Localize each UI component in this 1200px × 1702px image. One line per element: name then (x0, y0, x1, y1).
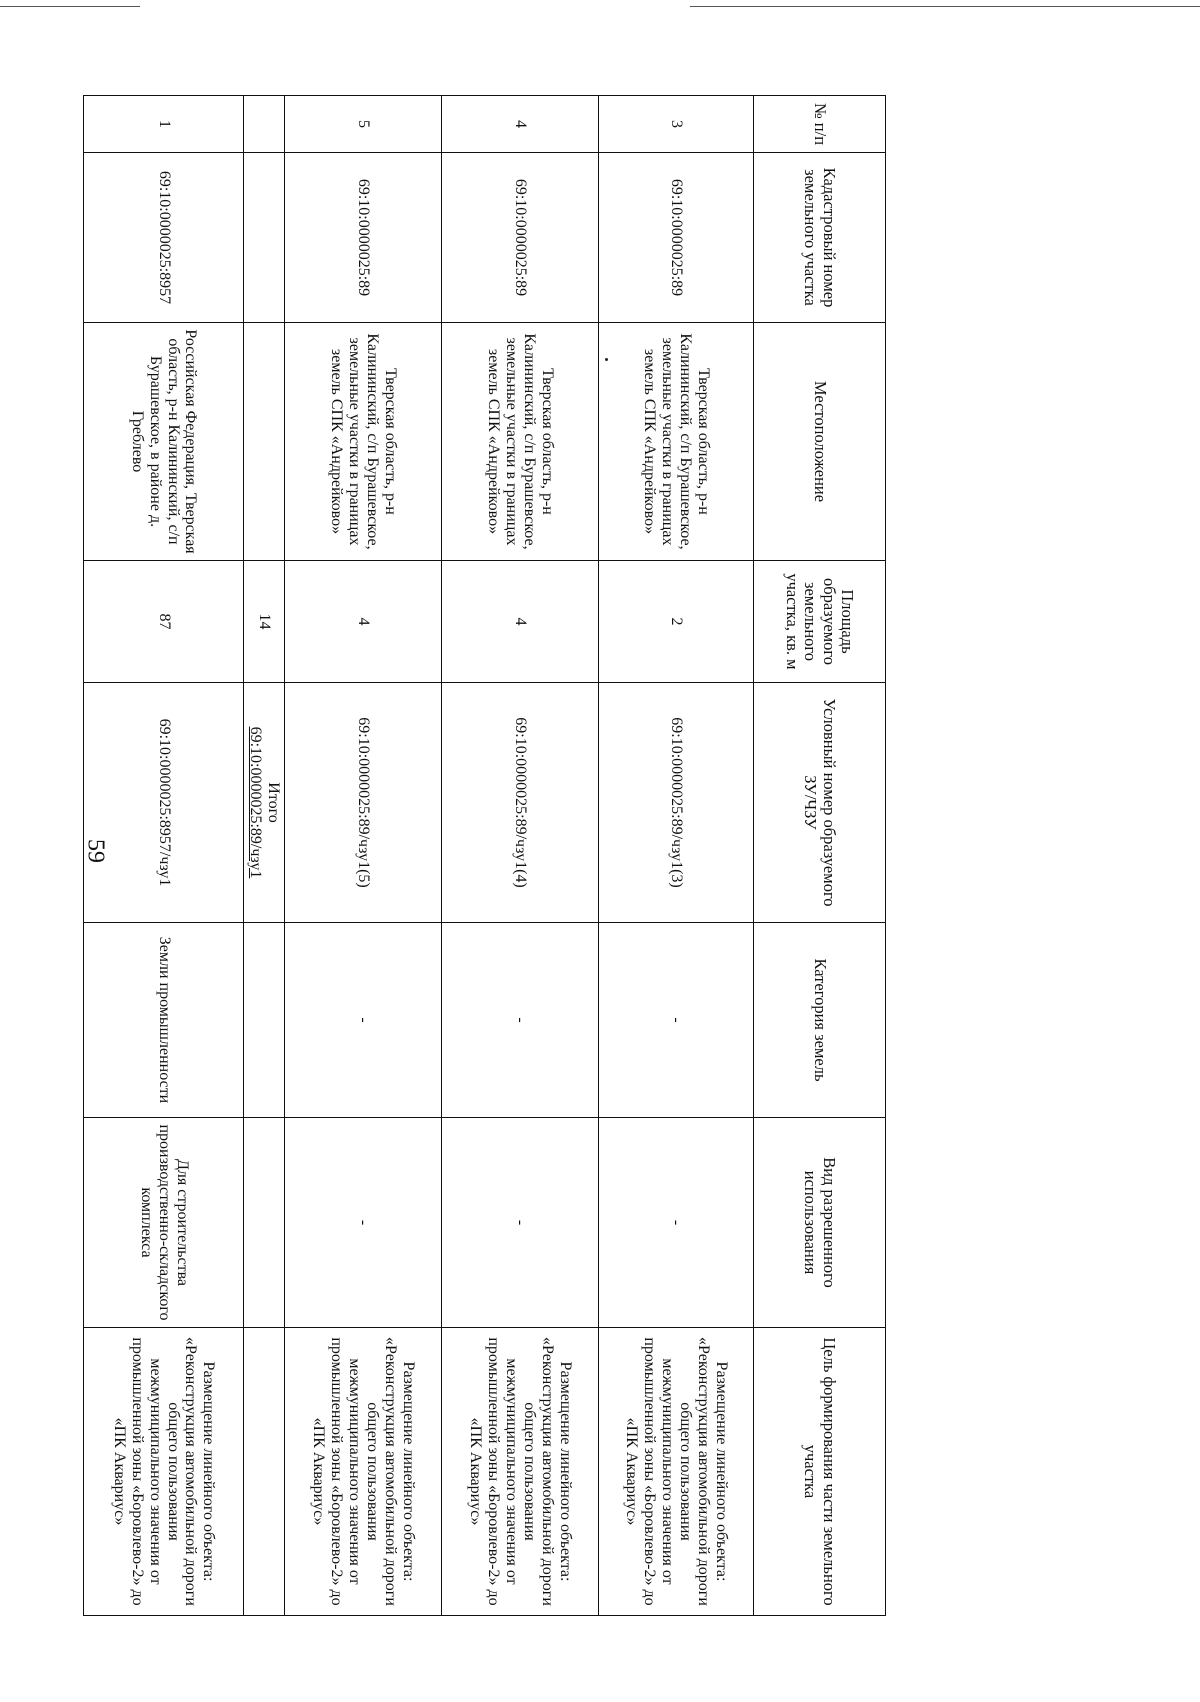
cell-empty (244, 923, 285, 1118)
cell-area: 4 (285, 561, 442, 683)
cell-area: 2 (599, 561, 754, 683)
cell-permitted-use: - (442, 1118, 599, 1328)
cell-conditional-number: 69:10:0000025:8957/чзу1 (84, 683, 244, 923)
header-num: № п/п (754, 96, 886, 153)
header-purpose: Цель формирования части земельного участка (754, 1328, 886, 1616)
cell-area: 4 (442, 561, 599, 683)
cell-purpose: Размещение линейного объекта: «Реконструкция автомобильной дороги общего пользования межмуниципального значения от промышленной зоны «Боровлево-2» до «ПК Аквариус» (285, 1328, 442, 1616)
cell-empty (244, 1118, 285, 1328)
header-cadastral: Кадастровый номер земельного участка (754, 153, 886, 323)
header-permitted-use: Вид разрешенного использования (754, 1118, 886, 1328)
total-label (244, 683, 285, 923)
table-row (442, 96, 599, 1616)
cell-permitted-use: - (599, 1118, 754, 1328)
cell-cadastral: 69:10:0000025:89 (442, 153, 599, 323)
cell-cadastral: 69:10:0000025:89 (599, 153, 754, 323)
cell-area: 87 (84, 561, 244, 683)
cell-location: Тверская область, р-н Калининский, с/п Бурашевское, земельные участки в границах земель СПК «Андрейково» (599, 323, 754, 561)
cell-conditional-number: 69:10:0000025:89/чзу1(3) (599, 683, 754, 923)
table-row (599, 96, 754, 1616)
cell-empty (244, 96, 285, 153)
header-land-category: Категория земель (754, 923, 886, 1118)
table-row (84, 96, 244, 1616)
cell-empty (244, 1328, 285, 1616)
total-area: 14 (244, 561, 285, 683)
page-number: 59 (82, 839, 109, 863)
cell-conditional-number: 69:10:0000025:89/чзу1(4) (442, 683, 599, 923)
cell-cadastral: 69:10:0000025:89 (285, 153, 442, 323)
cell-location: Тверская область, р-н Калининский, с/п Бурашевское, земельные участки в границах земель СПК «Андрейково» (285, 323, 442, 561)
cell-purpose: Размещение линейного объекта: «Реконструкция автомобильной дороги общего пользования межмуниципального значения от промышленной зоны «Боровлево-2» до «ПК Аквариус» (84, 1328, 244, 1616)
cell-purpose: Размещение линейного объекта: «Реконструкция автомобильной дороги общего пользования межмуниципального значения от промышленной зоны «Боровлево-2» до «ПК Аквариус» (442, 1328, 599, 1616)
cell-location: Российская Федерация, Тверская область, р-н Калининский, с/п Бурашевское, в районе д. Греблево (84, 323, 244, 561)
header-conditional-number: Условный номер образуемого ЗУ/ЧЗУ (754, 683, 886, 923)
scan-edge-line (0, 6, 140, 7)
cell-num: 3 (599, 96, 754, 153)
cell-land-category: - (599, 923, 754, 1118)
total-label-line1: Итого (265, 782, 282, 823)
cell-permitted-use: Для строительства производственно-складского комплекса (84, 1118, 244, 1328)
cell-permitted-use: - (285, 1118, 442, 1328)
total-label-line2: 69:10:0000025:89/чзу1 (247, 726, 265, 879)
table-total-row (244, 96, 285, 1616)
cell-land-category: - (442, 923, 599, 1118)
header-location: Местоположение (754, 323, 886, 561)
cell-num: 1 (84, 96, 244, 153)
cell-purpose: Размещение линейного объекта: «Реконструкция автомобильной дороги общего пользования межмуниципального значения от промышленной зоны «Боровлево-2» до «ПК Аквариус» (599, 1328, 754, 1616)
table-header-row (754, 96, 886, 1616)
table-row (285, 96, 442, 1616)
cell-num: 5 (285, 96, 442, 153)
cell-empty (244, 323, 285, 561)
cell-cadastral: 69:10:0000025:8957 (84, 153, 244, 323)
land-plot-table (83, 95, 886, 1616)
cell-empty (244, 153, 285, 323)
header-area: Площадь образуемого земельного участка, кв. м (754, 561, 886, 683)
land-plot-table-container (110, 95, 886, 1615)
cell-land-category: - (285, 923, 442, 1118)
scan-edge-line (690, 6, 1200, 7)
cell-location: Тверская область, р-н Калининский, с/п Бурашевское, земельные участки в границах земель СПК «Андрейково» (442, 323, 599, 561)
cell-conditional-number: 69:10:0000025:89/чзу1(5) (285, 683, 442, 923)
cell-num: 4 (442, 96, 599, 153)
cell-land-category: Земли промышленности (84, 923, 244, 1118)
